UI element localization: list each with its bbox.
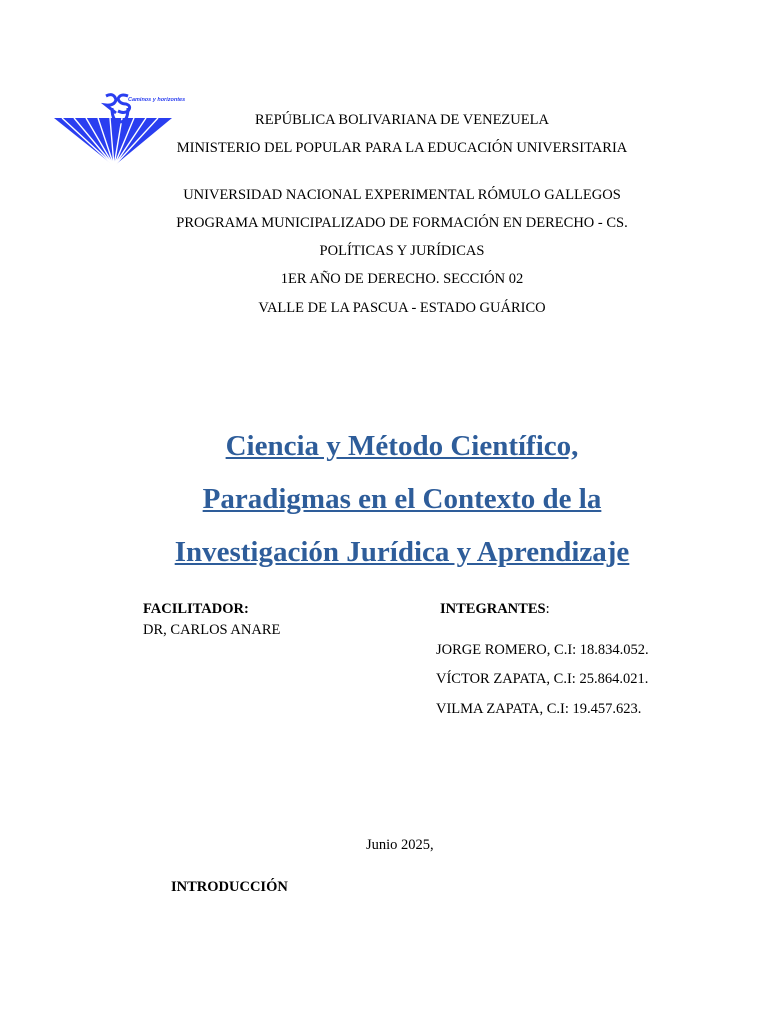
- header-line-7: VALLE DE LA PASCUA - ESTADO GUÁRICO: [258, 300, 546, 316]
- header-line-3: UNIVERSIDAD NACIONAL EXPERIMENTAL RÓMULO GALLEGOS: [183, 187, 621, 203]
- facilitator-label: FACILITADOR:: [143, 601, 249, 617]
- document-date: Junio 2025,: [366, 837, 434, 853]
- header-line-6: 1ER AÑO DE DERECHO. SECCIÓN 02: [280, 271, 524, 287]
- members-label: INTEGRANTES:: [440, 601, 550, 617]
- member-item: VÍCTOR ZAPATA, C.I: 25.864.021.: [436, 671, 649, 687]
- member-item: JORGE ROMERO, C.I: 18.834.052.: [436, 642, 649, 658]
- member-item: VILMA ZAPATA, C.I: 19.457.623.: [436, 701, 642, 717]
- document-title-line-1: Ciencia y Método Científico,: [225, 430, 579, 462]
- document-title-line-2: Paradigmas en el Contexto de la: [202, 483, 602, 515]
- section-heading-introduccion: INTRODUCCIÓN: [171, 879, 288, 895]
- header-line-4: PROGRAMA MUNICIPALIZADO DE FORMACIÓN EN DERECHO - CS.: [176, 215, 628, 231]
- header-line-1: REPÚBLICA BOLIVARIANA DE VENEZUELA: [255, 112, 549, 128]
- header-line-5: POLÍTICAS Y JURÍDICAS: [319, 243, 485, 259]
- facilitator-name: DR, CARLOS ANARE: [143, 622, 281, 638]
- logo-text: Caminos y horizontes: [128, 97, 186, 103]
- document-title-line-3: Investigación Jurídica y Aprendizaje: [174, 536, 630, 568]
- header-line-2: MINISTERIO DEL POPULAR PARA LA EDUCACIÓN UNIVERSITARIA: [176, 140, 628, 156]
